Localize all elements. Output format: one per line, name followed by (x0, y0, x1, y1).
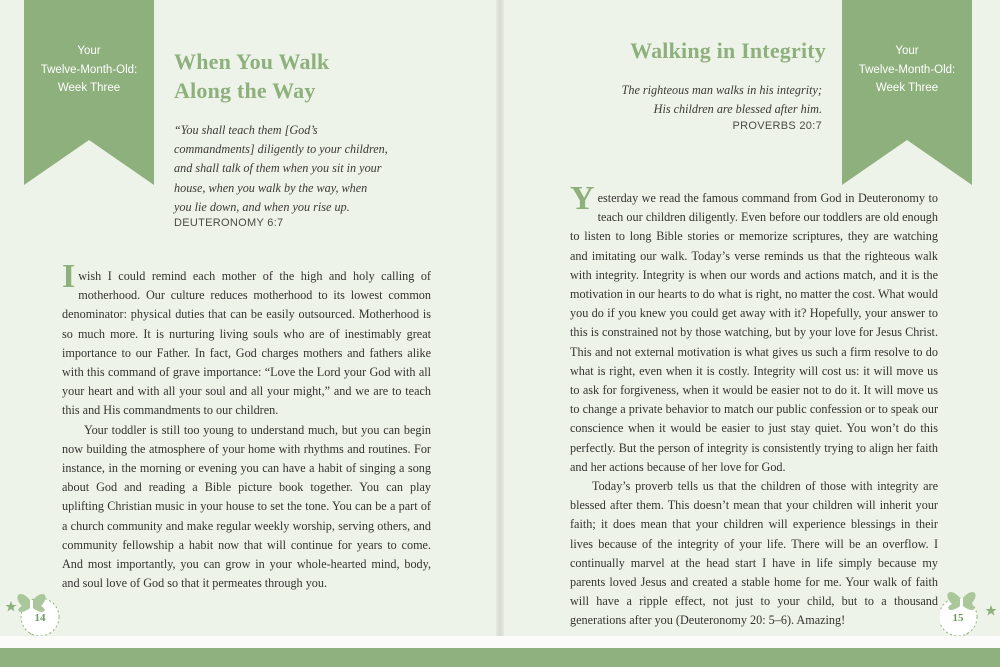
week-ribbon-left (24, 0, 154, 185)
star-icon (986, 605, 997, 616)
drop-cap: I (62, 258, 76, 295)
body-paragraph: Your toddler is still too young to understand much, but you can begin now building the atmosphere of your home with rhythms and routines. For instance, in the morning or evening you can have a habit of singing a song about God and reading a Bible picture book together. You can play uplifting Christian music in your house to set the tone. You can be a part of a church community and make regular weekly worship, serving others, and community fellowship a habit now that will continue for years to come. And most importantly, you can grow in your whole-hearted mind, body, and soul love of God so that it permeates through you. (62, 422, 431, 591)
ribbon-label-left (24, 42, 154, 98)
body-paragraph: Today’s proverb tells us that the children of those with integrity are blessed after them. This doesn’t mean that your children will inherit your faith; it does mean that your children will experience blessings in their lives because of the integrity of your life. There will be an overflow. I continually marvel at the head start I have in life simply because my parents loved Jesus and created a stable home for me. Your walk of faith will have a ripple effect, not just to your child, but to a thousand generations after you (Deuteronomy 20: 5–6). Amazing! (570, 479, 938, 628)
ribbon-line: Twelve-Month-Old: (858, 63, 956, 76)
star-icon (6, 601, 17, 612)
body-paragraph (62, 258, 431, 421)
verse-line: house, when you walk by the way, when (174, 180, 368, 195)
scripture-quote-left (174, 121, 414, 217)
verse-line: His children are blessed after him. (653, 102, 822, 117)
chapter-title-right: Walking in Integrity (630, 38, 826, 63)
verse-line: “You shall teach them [God’s (174, 123, 318, 137)
week-ribbon-right (842, 0, 972, 185)
drop-cap: Y (570, 180, 595, 217)
verse-line: commandments] diligently to your children, (174, 142, 388, 157)
verse-line: and shall talk of them when you sit in your (174, 161, 382, 176)
paragraph-text: wish I could remind each mother of the high and holy calling of motherhood. Our culture reduces motherhood to its lowest common denominator: physical duties that can be easily outsourced. Motherhood is so much more. It is nurturing living souls who are of inestimably great importance to our Father. In fact, God charges mothers and fathers alike with this command of grave importance: “Love the Lord your God with all your heart and with all your soul and all your might,” and we are to teach this and His commandments to our children. (62, 269, 431, 418)
body-text-left (62, 258, 431, 593)
body-paragraph (570, 180, 938, 477)
title-line: Along the Way (174, 78, 316, 103)
ribbon-line: Week Three (875, 82, 939, 94)
verse-line: The righteous man walks in his integrity; (621, 83, 822, 97)
scripture-reference-right: PROVERBS 20:7 (732, 120, 822, 132)
title-line: When You Walk (174, 49, 330, 74)
bottom-color-band (0, 648, 1000, 667)
ribbon-line: Your (895, 45, 919, 57)
body-text-right (570, 180, 938, 631)
ribbon-line: Week Three (57, 82, 121, 94)
page-edge (0, 636, 1000, 648)
left-page (0, 0, 500, 640)
page-number-right: 15 (952, 612, 964, 624)
scripture-quote-right (560, 81, 822, 119)
page-number-left: 14 (34, 612, 46, 624)
chapter-title-left (174, 47, 414, 105)
verse-line: you lie down, and when you rise up. (174, 199, 350, 214)
ribbon-line: Your (77, 45, 101, 57)
ribbon-label-right (842, 42, 972, 98)
scripture-reference-left: DEUTERONOMY 6:7 (174, 217, 284, 229)
ribbon-line: Twelve-Month-Old: (40, 63, 138, 76)
paragraph-text: esterday we read the famous command from God in Deuteronomy to teach our children diligently. Even before our toddlers are old enough to listen to long Bible stories or memorize scriptures, they are watching and imitating our walk. Today’s verse reminds us that the righteous walk with integrity. Integrity is when our words and actions match, and it is the motivation in our hearts to do what is right, no matter the cost. What would you do if you knew you could get away with it? Hopefully, your answer to this is constrained not by those watching, but by your love for Jesus Christ. This and not external motivation is what gives us such a firm resolve to do what is right, even when it is costly. Integrity will cost us: it will move us to ask for forgiveness, when it would be easier not to do it. It will move us to change a private behavior to match our public confession or to speak our conscience when it would be easier to just stay quiet. You won’t do this perfectly. But the person of integrity is consistently trying to align her faith and her actions because of her love for God. (570, 191, 938, 474)
